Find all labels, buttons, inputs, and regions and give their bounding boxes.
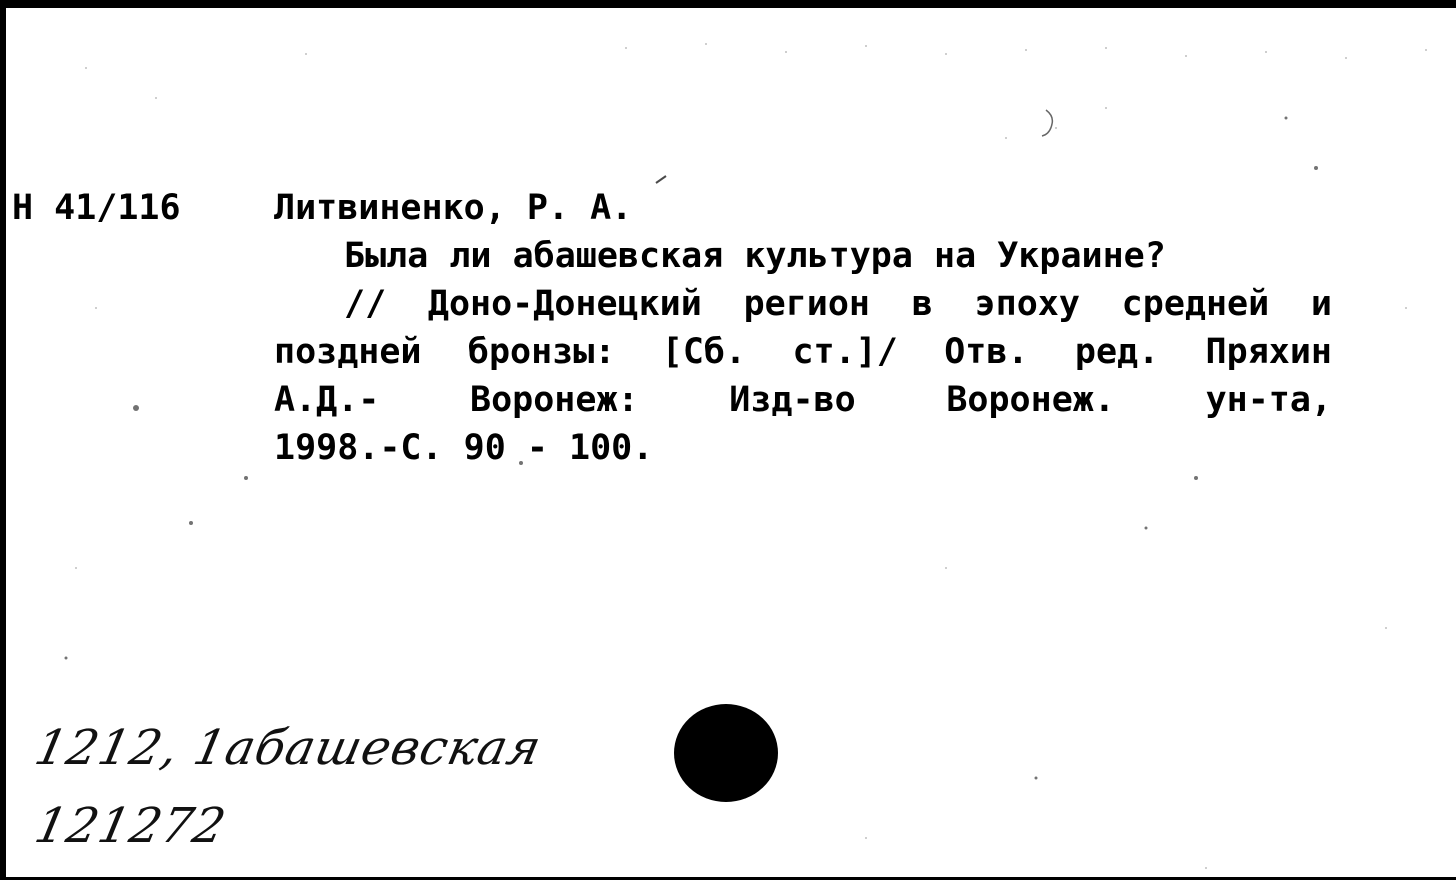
author-heading: Литвиненко, Р. А. [274,188,633,228]
handwritten-classification-note: 1212, 1абашевская [30,720,547,776]
description-line: // Доно-Донецкий регион в эпоху средней и [344,284,1332,324]
shelfmark: Н 41/116 [12,188,181,228]
description-line: А.Д.- Воронеж: Изд-во Воронеж. ун-та, [274,380,1332,420]
description-line: поздней бронзы: [Сб. ст.]/ Отв. ред. Пряхин [274,332,1332,372]
description-line: 1998.-С. 90 - 100. [274,428,654,468]
punch-hole [674,704,778,802]
handwritten-inventory-number: 121272 [30,798,232,854]
bibliographic-description [274,280,1332,472]
work-title: Была ли абашевская культура на Украине? [344,236,1166,276]
